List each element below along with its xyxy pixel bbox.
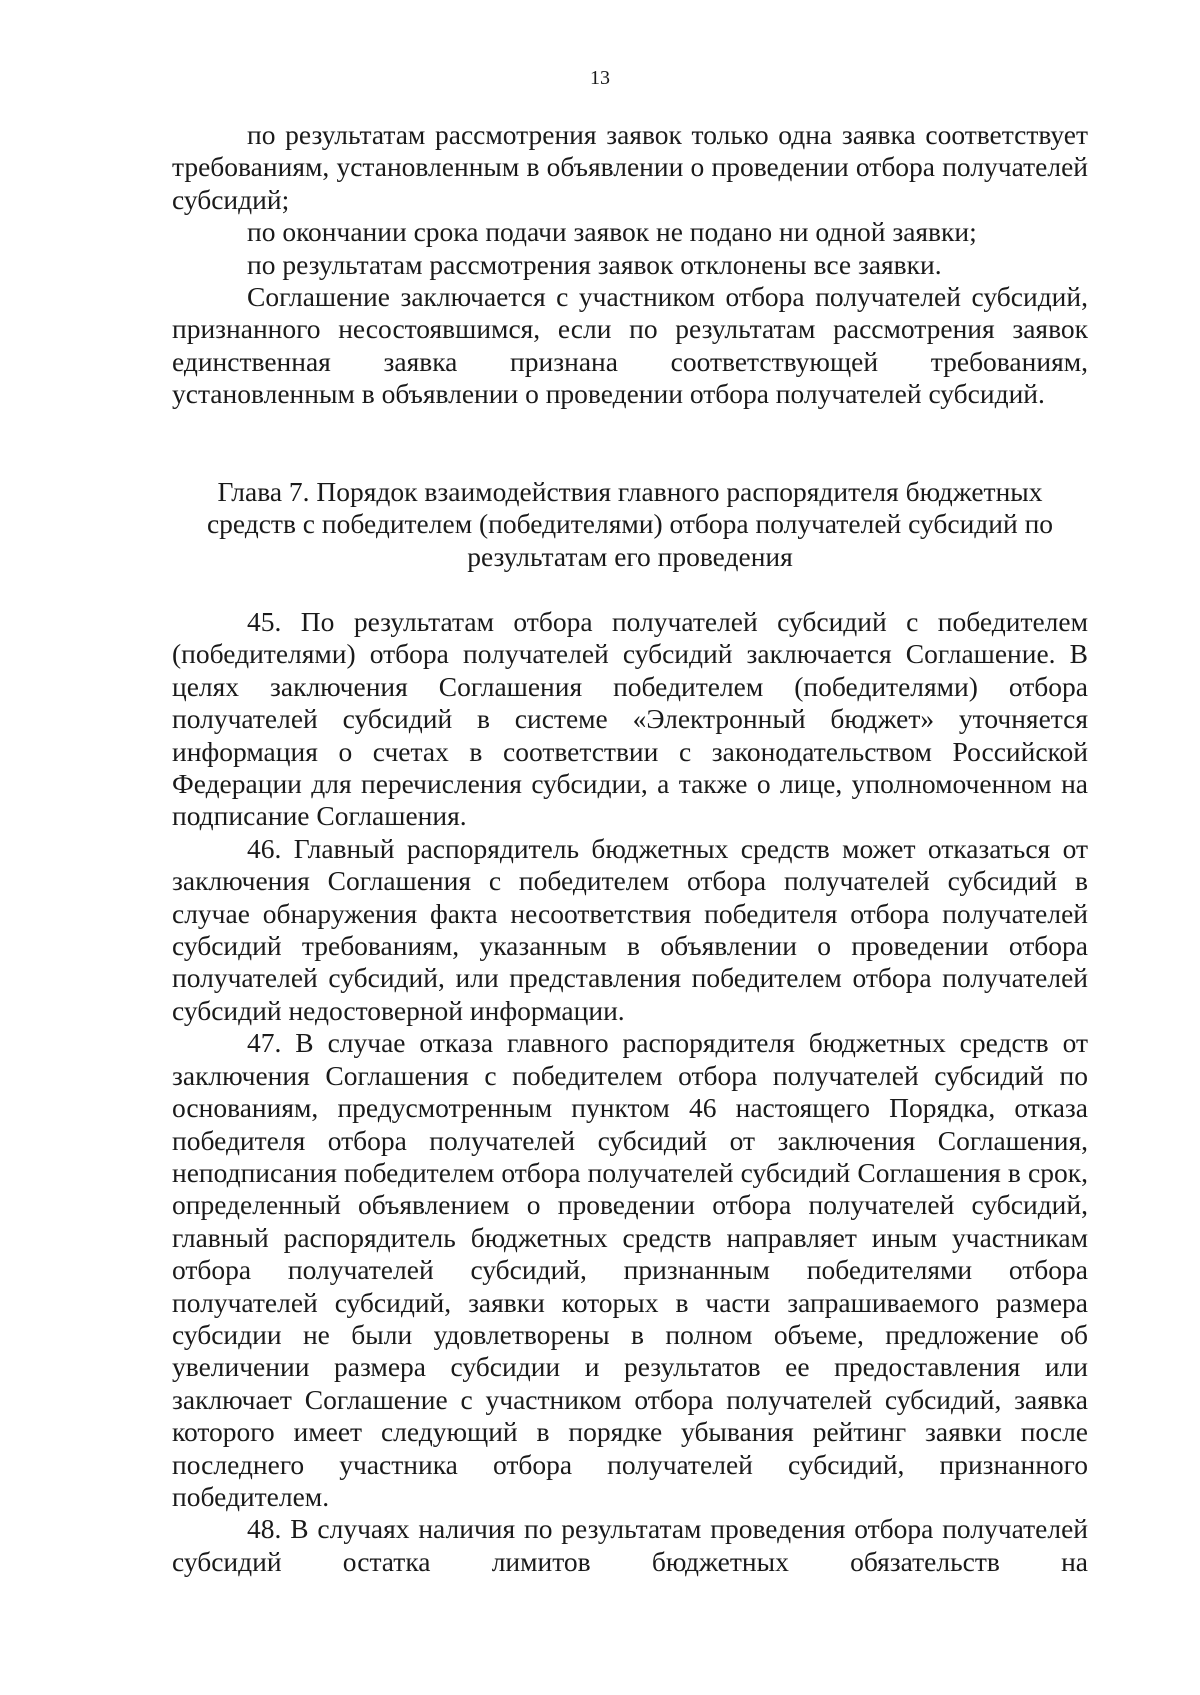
paragraph-46: 46. Главный распорядитель бюджетных средств может отказаться от заключения Соглашения с победителем отбора получателей субсидий в случае обнаружения факта несоответствия победителя отбора получателей субсидий требованиям, указанным в объявлении о проведении отбора получателей субсидий, или представления победителем отбора получателей субсидий недостоверной информации.	[172, 832, 1088, 1026]
paragraph-single-application: по результатам рассмотрения заявок только одна заявка соответствует требованиям, установленным в объявлении о проведении отбора получателей субсидий;	[172, 119, 1088, 215]
chapter-heading: Глава 7. Порядок взаимодействия главного распорядителя бюджетных средств с победителем (победителями) отбора получателей субсидий по результатам его проведения	[206, 476, 1054, 572]
paragraph-no-applications: по окончании срока подачи заявок не подано ни одной заявки;	[247, 216, 977, 248]
page-number: 13	[590, 67, 610, 89]
paragraph-45: 45. По результатам отбора получателей субсидий с победителем (победителями) отбора получателей субсидий заключается Соглашение. В целях заключения Соглашения победителем (победителями) отбора получателей субсидий в системе «Электронный бюджет» уточняется информация о счетах в соответствии с законодательством Российской Федерации для перечисления субсидии, а также о лице, уполномоченном на подписание Соглашения.	[172, 606, 1088, 832]
text-block-top	[172, 119, 1088, 411]
paragraph-47: 47. В случае отказа главного распорядителя бюджетных средств от заключения Соглашения с победителем отбора получателей субсидий по основаниям, предусмотренным пунктом 46 настоящего Порядка, отказа победителя отбора получателей субсидий от заключения Соглашения, неподписания победителем отбора получателей субсидий Соглашения в срок, определенный объявлением о проведении отбора получателей субсидий, главный распорядитель бюджетных средств направляет иным участникам отбора получателей субсидий, признанным победителями отбора получателей субсидий, заявки которых в части запрашиваемого размера субсидии не были удовлетворены в полном объеме, предложение об увеличении размера субсидии и результатов ее предоставления или заключает Соглашение с участником отбора получателей субсидий, заявка которого имеет следующий в порядке убывания рейтинг заявки после последнего участника отбора получателей субсидий, признанного победителем.	[172, 1027, 1088, 1512]
text-block-main	[172, 606, 1088, 1578]
chapter-heading-block	[172, 476, 1088, 573]
paragraph-agreement-concluded: Соглашение заключается с участником отбора получателей субсидий, признанного несостоявшимся, если по результатам рассмотрения заявок единственная заявка признана соответствующей требованиям, установленным в объявлении о проведении отбора получателей субсидий.	[172, 281, 1088, 410]
paragraph-all-rejected: по результатам рассмотрения заявок отклонены все заявки.	[247, 248, 942, 280]
paragraph-48: 48. В случаях наличия по результатам проведения отбора получателей субсидий остатка лимитов бюджетных обязательств на	[172, 1513, 1088, 1577]
